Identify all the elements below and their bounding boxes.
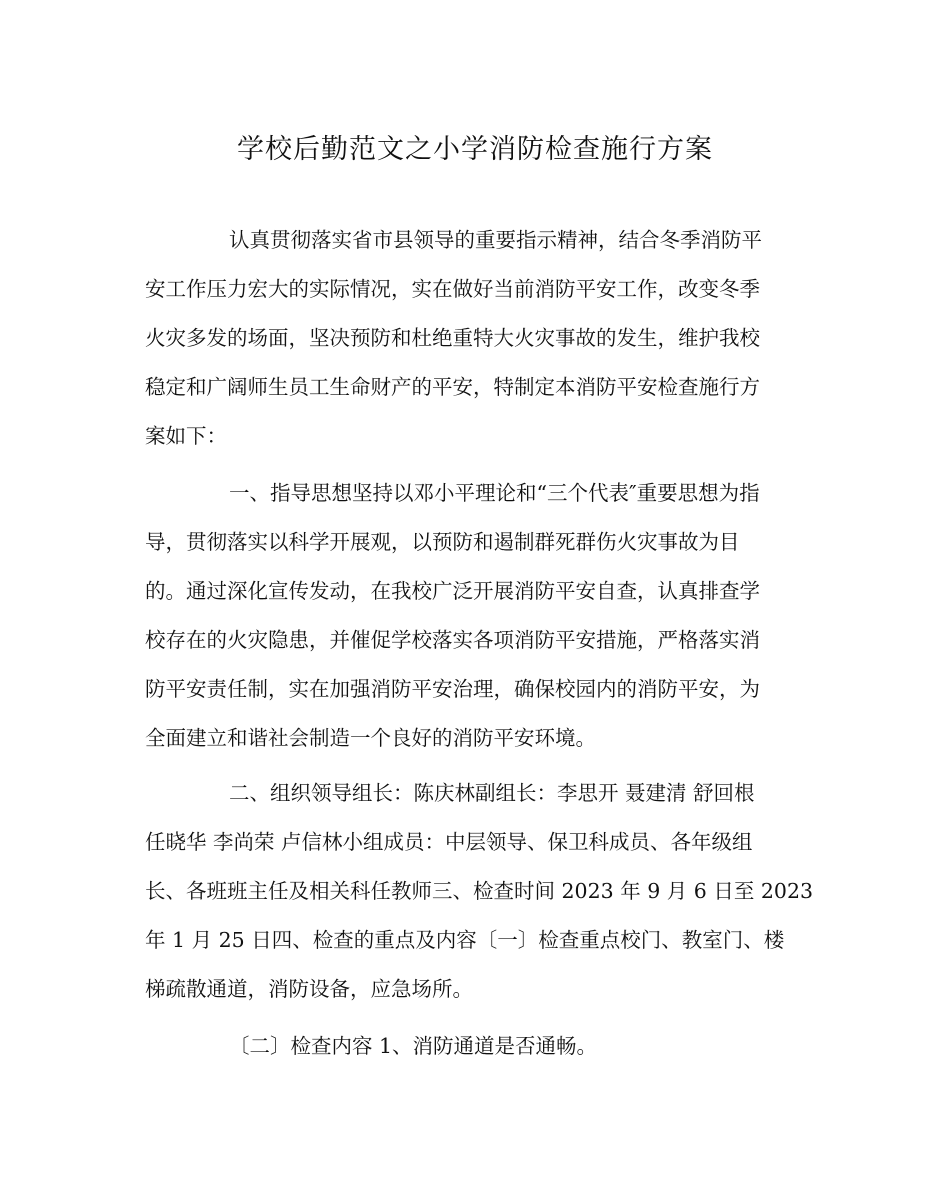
text-line: 长、各班班主任及相关科任教师三、检查时间 2023 年 9 月 6 日至 2023 xyxy=(145,879,814,903)
text-line: 稳定和广阔师生员工生命财产的平安，特制定本消防平安检查施行方 xyxy=(145,375,760,399)
text-line: 的。通过深化宣传发动，在我校广泛开展消防平安自查，认真排查学 xyxy=(145,579,760,603)
text-line: 任晓华 李尚荣 卢信林小组成员：中层领导、保卫科成员、各年级组 xyxy=(145,830,753,854)
paragraph-guiding-ideology xyxy=(145,469,807,763)
text-line: 认真贯彻落实省市县领导的重要指示精神，结合冬季消防平 xyxy=(229,228,762,252)
text-line: 梯疏散通道，消防设备，应急场所。 xyxy=(145,977,473,1001)
text-line: 导，贯彻落实以科学开展观，以预防和遏制群死群伤火灾事故为目 xyxy=(145,530,740,554)
paragraph-inspection-content xyxy=(145,1022,807,1071)
text-line: 〔二〕检查内容 1、消防通道是否通畅。 xyxy=(229,1034,598,1058)
text-line: 全面建立和谐社会制造一个良好的消防平安环境。 xyxy=(145,726,596,750)
text-line: 二、组织领导组长：陈庆林副组长：李思开 聂建清 舒回根 xyxy=(229,781,755,805)
text-line: 校存在的火灾隐患，并催促学校落实各项消防平安措施，严格落实消 xyxy=(145,628,760,652)
text-line: 一、指导思想坚持以邓小平理论和“三个代表″重要思想为指 xyxy=(229,481,760,505)
document-title: 学校后勤范文之小学消防检查施行方案 xyxy=(237,134,713,165)
document-body xyxy=(145,216,814,1071)
text-line: 防平安责任制，实在加强消防平安治理，确保校园内的消防平安，为 xyxy=(145,677,760,701)
text-line: 年 1 月 25 日四、检查的重点及内容〔一〕检查重点校门、教室门、楼 xyxy=(145,928,785,952)
text-line: 案如下： xyxy=(145,424,227,448)
text-line: 火灾多发的场面，坚决预防和杜绝重特大火灾事故的发生，维护我校 xyxy=(145,326,760,350)
text-line: 安工作压力宏大的实际情况，实在做好当前消防平安工作，改变冬季 xyxy=(145,277,760,301)
paragraph-intro xyxy=(145,216,807,461)
paragraph-organization xyxy=(145,769,814,1014)
